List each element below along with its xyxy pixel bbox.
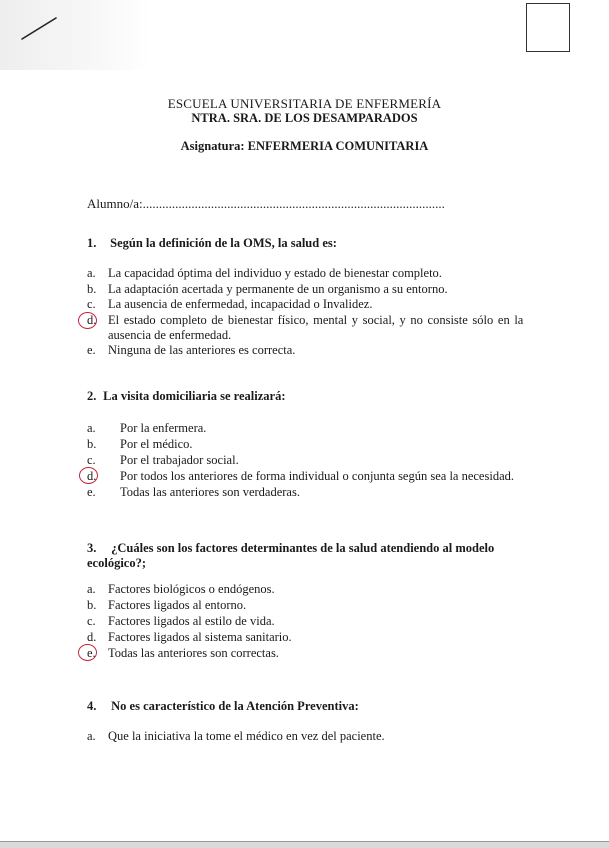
option-text: Todas las anteriores son correctas.	[108, 646, 279, 660]
question-number: 4.	[87, 699, 97, 713]
option-letter: a.	[87, 582, 96, 596]
option-letter: b.	[87, 598, 97, 612]
question-2-title	[87, 389, 286, 404]
option-text: Factores ligados al estilo de vida.	[108, 614, 275, 628]
option-letter: d.	[87, 313, 97, 327]
option-letter: e.	[87, 343, 96, 357]
option-text: Por el trabajador social.	[120, 453, 239, 467]
option-text: La adaptación acertada y permanente de un organismo a su entorno.	[108, 282, 448, 296]
answer-circle-mark	[78, 312, 97, 329]
option-letter: e.	[87, 646, 96, 660]
question-text: No es característico de la Atención Preventiva:	[111, 699, 359, 713]
answer-circle-mark	[78, 644, 97, 661]
option-text: El estado completo de bienestar físico, mental y social, y no consiste sólo en la	[108, 313, 524, 327]
option-letter: b.	[87, 282, 97, 296]
option-text: La ausencia de enfermedad, incapacidad o Invalidez.	[108, 297, 373, 311]
option-letter: e.	[87, 485, 96, 499]
option-text: Por todos los anteriores de forma individual o conjunta según sea la necesidad.	[120, 469, 514, 483]
question-text: Según la definición de la OMS, la salud es:	[110, 236, 337, 250]
scan-bottom-edge	[0, 841, 609, 848]
option-text: Por la enfermera.	[120, 421, 207, 435]
question-text: ¿Cuáles son los factores determinantes de la salud atendiendo al modelo	[111, 541, 495, 555]
question-4-title	[87, 699, 359, 714]
option-text: Todas las anteriores son verdaderas.	[120, 485, 300, 499]
question-1-title	[87, 236, 337, 251]
option-text: Factores ligados al sistema sanitario.	[108, 630, 292, 644]
option-letter: a.	[87, 729, 96, 743]
question-text-continued: ecológico?;	[87, 556, 147, 570]
option-text: Que la iniciativa la tome el médico en vez del paciente.	[108, 729, 385, 743]
question-number: 1.	[87, 236, 97, 250]
option-letter: a.	[87, 266, 96, 280]
student-name-line[interactable]: Alumno/a:.............................................................................................	[87, 196, 445, 211]
subject-title: Asignatura: ENFERMERIA COMUNITARIA	[180, 139, 429, 153]
option-letter: d.	[87, 469, 97, 483]
option-letter: c.	[87, 453, 96, 467]
question-3-title	[87, 541, 494, 571]
question-number: 3.	[87, 541, 97, 555]
question-number: 2.	[87, 389, 97, 403]
option-letter: c.	[87, 614, 96, 628]
option-text: Ninguna de las anteriores es correcta.	[108, 343, 296, 357]
option-letter: c.	[87, 297, 96, 311]
grade-box	[526, 3, 570, 52]
option-text-continued: ausencia de enfermedad.	[108, 328, 232, 342]
school-name: ESCUELA UNIVERSITARIA DE ENFERMERÍA	[167, 96, 442, 111]
pen-stroke-mark	[20, 12, 60, 42]
option-text: Factores ligados al entorno.	[108, 598, 247, 612]
option-text: Por el médico.	[120, 437, 193, 451]
option-letter: d.	[87, 630, 97, 644]
option-letter: b.	[87, 437, 97, 451]
option-text: Factores biológicos o endógenos.	[108, 582, 275, 596]
option-text: La capacidad óptima del individuo y estado de bienestar completo.	[108, 266, 442, 280]
question-text: La visita domiciliaria se realizará:	[103, 389, 286, 403]
answer-circle-mark	[79, 467, 98, 484]
option-letter: a.	[87, 421, 96, 435]
institution-name: NTRA. SRA. DE LOS DESAMPARADOS	[191, 111, 418, 125]
